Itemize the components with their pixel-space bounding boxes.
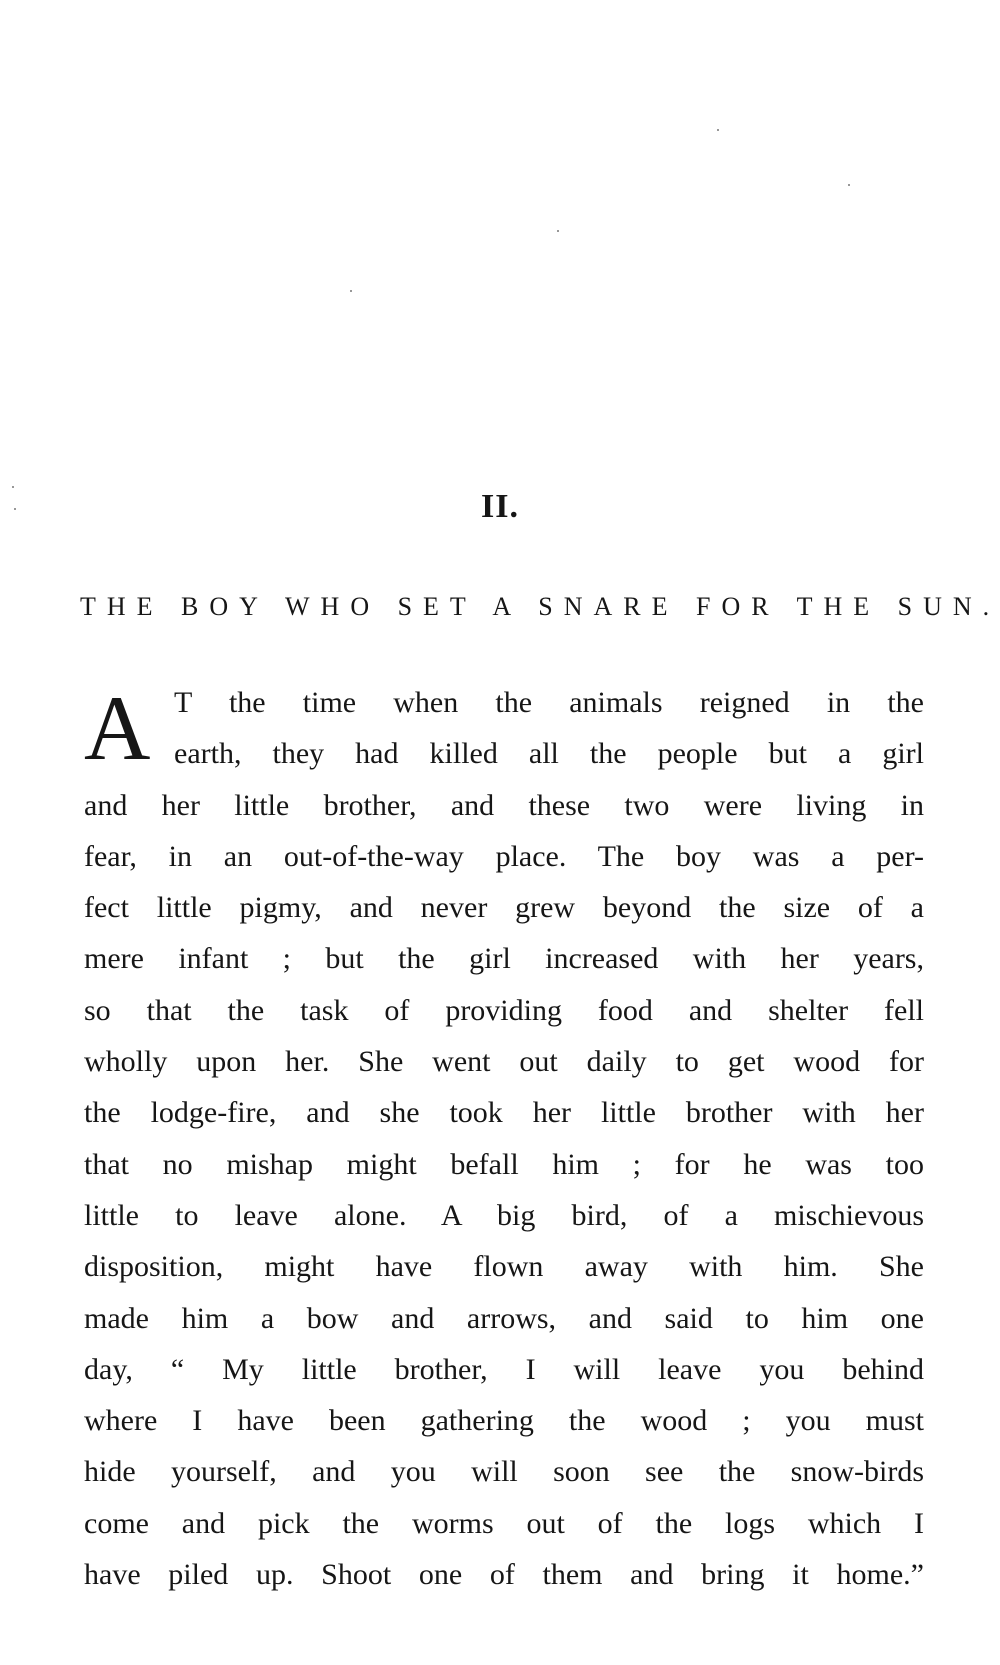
paper-speck xyxy=(557,230,559,232)
text-line: so that the task of providing food and shelter fell xyxy=(84,993,924,1027)
text-line: little to leave alone. A big bird, of a mischievous xyxy=(84,1198,924,1232)
text-line: hide yourself, and you will soon see the snow-birds xyxy=(84,1455,924,1489)
text-line: have piled up. Shoot one of them and bring it home.” xyxy=(84,1558,924,1592)
text-line: the lodge-fire, and she took her little brother with her xyxy=(84,1096,924,1130)
chapter-title: THE BOY WHO SET A SNARE FOR THE SUN. xyxy=(80,592,1000,621)
text-line: that no mishap might befall him ; for he was too xyxy=(84,1147,924,1181)
text-line: T the time when the animals reigned in the xyxy=(174,686,924,719)
paper-speck xyxy=(717,129,719,131)
text-line: made him a bow and arrows, and said to him one xyxy=(84,1301,924,1335)
text-line: mere infant ; but the girl increased with her years, xyxy=(84,942,924,976)
chapter-number: II. xyxy=(481,488,519,525)
text-line: and her little brother, and these two were living in xyxy=(84,788,924,822)
paper-speck xyxy=(350,290,352,292)
text-line: fect little pigmy, and never grew beyond the size of a xyxy=(84,891,924,925)
text-line: fear, in an out-of-the-way place. The boy was a per- xyxy=(84,839,924,873)
text-line: earth, they had killed all the people but a girl xyxy=(174,737,924,771)
body-text xyxy=(84,677,924,1600)
text-line: come and pick the worms out of the logs which I xyxy=(84,1506,924,1540)
text-line: disposition, might have flown away with him. She xyxy=(84,1250,924,1284)
text-line: day, “ My little brother, I will leave you behind xyxy=(84,1352,924,1386)
text-line: wholly upon her. She went out daily to get wood for xyxy=(84,1045,924,1079)
paper-speck xyxy=(848,184,850,186)
drop-cap: A xyxy=(84,677,151,779)
text-line: where I have been gathering the wood ; you must xyxy=(84,1404,924,1438)
